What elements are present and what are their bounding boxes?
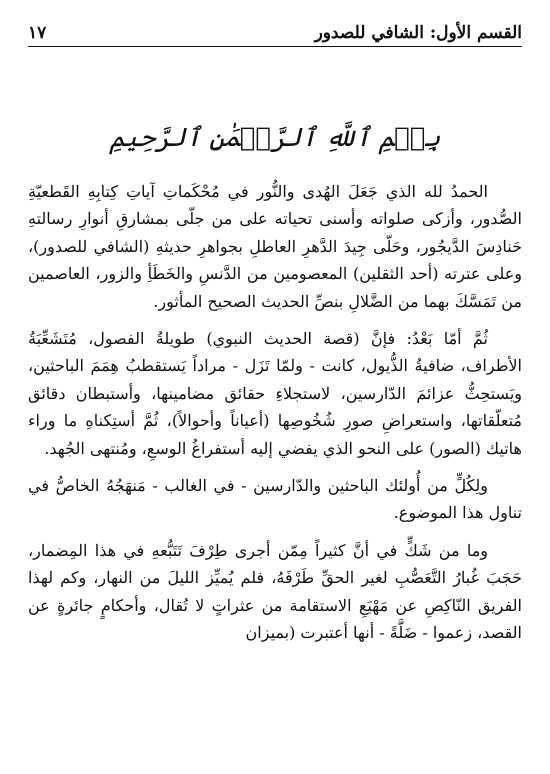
basmala: بِسۡمِ ٱللَّهِ ٱلرَّحۡمَٰنِ ٱلرَّحِيمِ — [109, 123, 441, 153]
paragraph: الحمدُ لله الذي جَعَلَ الهُدى والنُّور في مُحْكَماتِ آياتِ كِتابِهِ القَطعيّةِ الصُّدور، وأزكى صلواته وأسنى تحياته على من جلّى بمشارقِ أنوارِ رسالتهِ حَنادِسَ الدَّيجُور، وحَلّى جِيدَ الدَّهرِ العاطلِ بجواهرِ حديثهِ (الشافي للصدور)، وعلى عترته (أحد الثقلين) المعصومين من الدَّنسِ والخَطَأِ والزور، العاصمين من تَمَسَّكَ بهما من الضَّلالِ بنصِّ الحديث الصحيح المأثور. — [28, 182, 522, 311]
paragraph: ولِكُلٍّ من أُولئك الباحثين والدّارسين - في الغالب - مَنهَجُهُ الخاصُّ في تناول هذا الموضوع. — [28, 476, 522, 523]
paragraph: وما من شَكٍّ في أنَّ كثيراً مِمّن أجرى طِرْفَ تَتَبُّعهِ في هذا المِضمار، حَجَبَ غُبارُ التَّعَصُّبِ لغير الحقِّ طَرْفَهُ، فلم يُميِّز الليلَ من النهار، وكم لهذا الفريق النّاكِصِ عن مَهْيَعِ الاستقامة من عثراتٍ لا تُقال، وأحكامٍ جائرةٍ عن القصد، زعموا - ضَلَّةً - أنها أعتبرت (بميزان — [28, 540, 522, 643]
body-text — [28, 178, 522, 657]
header-rule — [28, 46, 522, 47]
header-title: القسم الأول: الشافي للصدور — [314, 23, 522, 43]
running-header — [28, 14, 522, 44]
paragraph: ثُمَّ أمّا بَعْدُ: فإنَّ (قصة الحديث النبوي) طويلةُ الفصول، مُتَشَعِّبَةُ الأطراف، ضافيةُ الذُّيول، كانت - ولمّا تَزَل - مراداً يَستقطبُ هِمَمَ الباحثين، ويَستحِثُّ عزائمَ الدّارسين، لاستجلاءِ حقائق مضامينها، وأستبطان دقائق مُتعلّقاتها، واستعراضِ صورِ شُخُوصِها (أعياناً وأحوالاً)، ثُمَّ أستِكناهِ ما وراء هاتيك (الصور) على النحو الذي يفضي إليه أستفراغُ الوسعِ، ومُنتهى الجُهد. — [28, 329, 522, 458]
page-number: ١٧ — [28, 23, 47, 43]
